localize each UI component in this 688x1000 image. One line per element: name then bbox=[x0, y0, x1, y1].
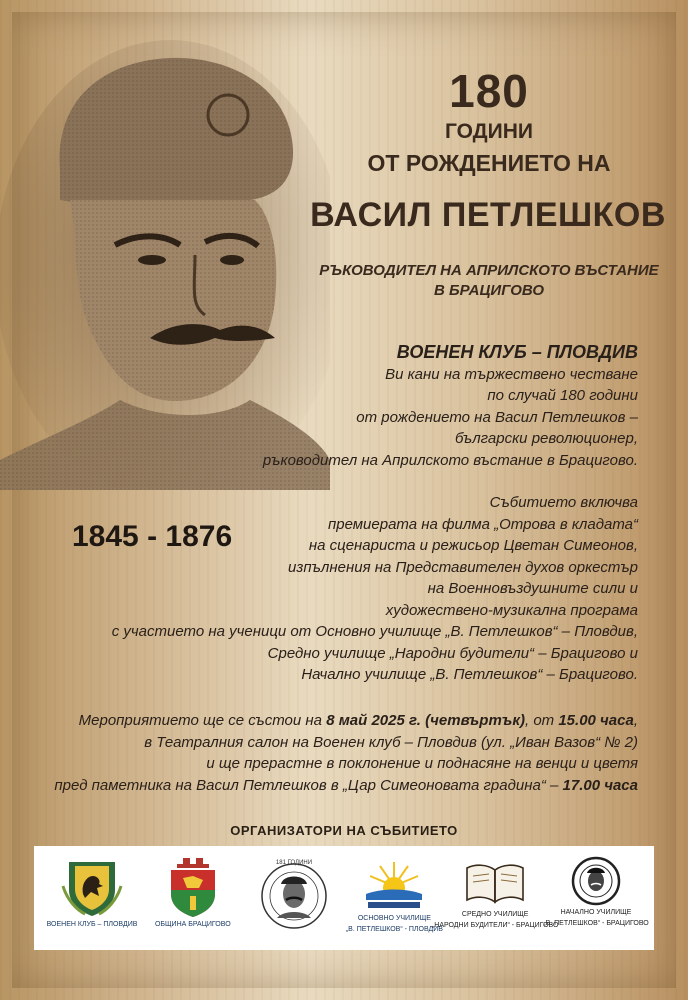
life-years: 1845 - 1876 bbox=[72, 520, 233, 553]
anniversary-number: 180 bbox=[449, 65, 529, 117]
organizer-caption: ОСНОВНО УЧИЛИЩЕ bbox=[357, 915, 431, 922]
seal-text: 181 ГОДИНИ bbox=[275, 860, 312, 866]
invitation-line: от рождението на Васил Петлешков – bbox=[356, 408, 638, 426]
hero-subtitle-line2: В БРАЦИГОВО bbox=[433, 282, 545, 299]
organizer-caption: „В. ПЕТЛЕШКОВ“ - БРАЦИГОВО bbox=[543, 920, 649, 927]
organizer-community-center bbox=[246, 846, 342, 932]
program-line: Начално училище „В. Петлешков“ – Брацигово. bbox=[301, 666, 638, 683]
organizer-primary-school-bratsigovo bbox=[543, 846, 649, 928]
program-line: Средно училище „Народни будители“ – Брацигово и bbox=[267, 644, 638, 662]
invitation-paragraph bbox=[263, 342, 638, 471]
open-book-icon bbox=[463, 856, 527, 908]
organizers-title: ОРГАНИЗАТОРИ НА СЪБИТИЕТО bbox=[230, 823, 458, 838]
program-line: на Военновъздушните сили и bbox=[427, 580, 638, 597]
organizer-military-club bbox=[44, 846, 140, 929]
event-text: пред паметника на Васил Петлешков в „Цар Симеоновата градина“ – bbox=[54, 776, 563, 794]
organizer-caption: НАЧАЛНО УЧИЛИЩЕ bbox=[560, 909, 632, 916]
invitation-line: Ви кани на тържествено честване bbox=[385, 365, 638, 383]
organizer-municipality bbox=[145, 846, 241, 929]
organizer-caption: ОБЩИНА БРАЦИГОВО bbox=[154, 921, 231, 928]
event-line-monument bbox=[54, 775, 638, 797]
event-details bbox=[54, 710, 638, 796]
military-club-crest-icon bbox=[61, 856, 123, 918]
invitation-line: по случай 180 години bbox=[487, 387, 638, 404]
event-text: , от bbox=[525, 712, 559, 729]
school-portrait-seal-icon bbox=[566, 856, 626, 906]
sunrise-school-logo-icon bbox=[362, 856, 426, 912]
event-date: 8 май 2025 г. (четвъртък) bbox=[326, 712, 525, 729]
organizer-caption: СРЕДНО УЧИЛИЩЕ bbox=[461, 911, 529, 918]
organizer-caption: „В. ПЕТЛЕШКОВ“ - ПЛОВДИВ bbox=[345, 926, 443, 933]
program-line: Събитието включва bbox=[489, 494, 638, 511]
hero-name: ВАСИЛ ПЕТЛЕШКОВ bbox=[310, 196, 666, 234]
organizer-primary-school-plovdiv bbox=[346, 846, 442, 934]
community-center-portrait-seal-icon bbox=[259, 856, 329, 932]
organizer-caption: ВОЕНЕН КЛУБ – ПЛОВДИВ bbox=[46, 921, 138, 928]
invitation-line: ръководител на Априлското въстание в Брацигово. bbox=[262, 451, 638, 469]
program-line: художествено-музикална програма bbox=[385, 601, 638, 619]
anniversary-years-word: ГОДИНИ bbox=[445, 120, 533, 143]
event-line-date bbox=[54, 710, 638, 732]
program-line: на сценариста и режисьор Цветан Симеонов, bbox=[308, 537, 638, 554]
organizer-caption: „НАРОДНИ БУДИТЕЛИ“ - БРАЦИГОВО bbox=[431, 922, 559, 929]
invitation-host: ВОЕНЕН КЛУБ – ПЛОВДИВ bbox=[396, 342, 638, 362]
program-line: изпълнения на Представителен духов оркестър bbox=[288, 558, 638, 576]
invitation-line: български революционер, bbox=[454, 430, 638, 447]
anniversary-from-birth: ОТ РОЖДЕНИЕТО НА bbox=[367, 150, 611, 176]
event-start-time: 15.00 часа bbox=[558, 712, 634, 729]
municipality-coat-of-arms-icon bbox=[165, 856, 221, 918]
program-line: с участието на ученици от Основно училище „В. Петлешков“ – Пловдив, bbox=[111, 623, 638, 640]
event-text: , bbox=[633, 712, 638, 729]
hero-subtitle-line1: РЪКОВОДИТЕЛ НА АПРИЛСКОТО ВЪСТАНИЕ bbox=[319, 262, 659, 279]
event-line-ceremony: и ще прерастне в поклонение и поднасяне на венци и цветя bbox=[206, 755, 638, 772]
organizer-secondary-school bbox=[431, 846, 559, 930]
event-ceremony-time: 17.00 часа bbox=[562, 776, 638, 794]
program-line: премиерата на филма „Отрова в кладата“ bbox=[327, 515, 638, 533]
program-paragraph bbox=[112, 492, 638, 686]
event-text: Мероприятието ще се състои на bbox=[78, 712, 327, 729]
organizers-logo-strip bbox=[34, 846, 654, 950]
event-line-venue: в Театралния салон на Военен клуб – Пловдив (ул. „Иван Вазов“ № 2) bbox=[144, 733, 638, 751]
